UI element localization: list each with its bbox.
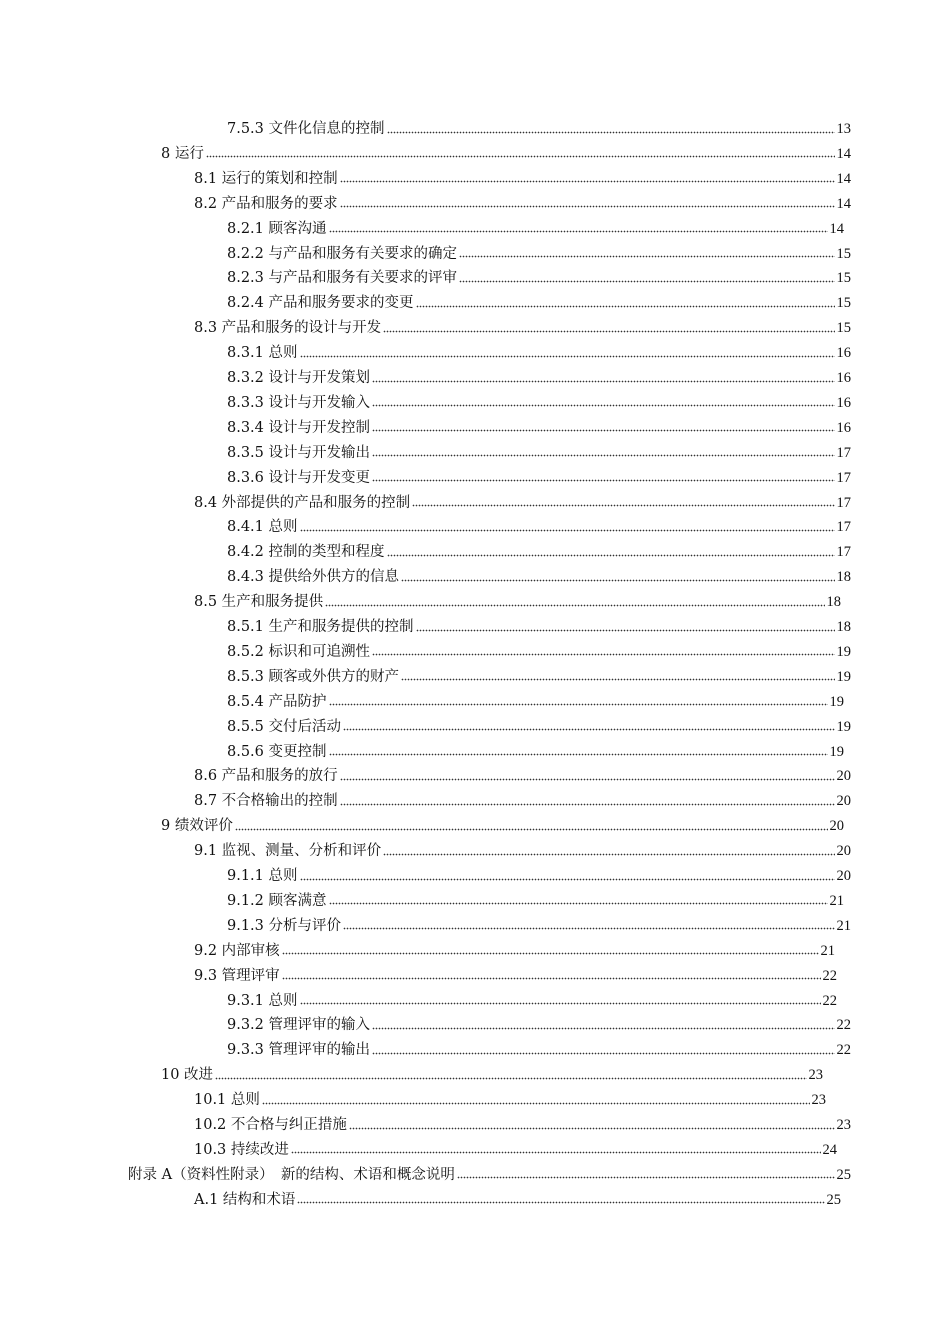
toc-entry-title: 10.1 总则 <box>194 1092 260 1109</box>
dot-leader <box>291 1150 821 1156</box>
toc-entry-page-number: 20 <box>836 868 851 884</box>
toc-entry-title: 9.3 管理评审 <box>194 967 280 984</box>
dot-leader <box>372 478 834 484</box>
toc-entry[interactable] <box>227 740 844 762</box>
toc-entry-page-number: 17 <box>836 469 851 486</box>
dot-leader <box>416 627 835 633</box>
toc-entry[interactable] <box>194 1113 851 1135</box>
toc-entry-page-number: 17 <box>836 494 851 511</box>
toc-entry[interactable] <box>194 964 837 986</box>
toc-entry-page-number: 16 <box>836 345 851 362</box>
toc-entry-page-number: 23 <box>808 1067 823 1084</box>
toc-entry-title: 8.5.3 顾客或外供方的财产 <box>227 668 400 685</box>
toc-entry-page-number: 15 <box>836 270 851 287</box>
toc-entry[interactable] <box>227 341 851 363</box>
dot-leader <box>282 951 819 957</box>
toc-entry-page-number: 17 <box>836 544 851 561</box>
dot-leader <box>459 254 834 260</box>
dot-leader <box>372 428 834 434</box>
toc-entry-title: 8.3.5 设计与开发输出 <box>227 444 371 461</box>
toc-entry[interactable] <box>227 217 844 239</box>
dot-leader <box>329 901 828 907</box>
toc-entry[interactable] <box>227 914 851 936</box>
toc-entry-title: 10 改进 <box>161 1067 214 1084</box>
toc-entry[interactable] <box>227 665 851 687</box>
toc-entry-page-number: 22 <box>822 992 837 1009</box>
toc-entry-title: 9.1 监视、测量、分析和评价 <box>194 843 382 860</box>
toc-entry[interactable] <box>227 441 851 463</box>
toc-entry-page-number: 16 <box>836 394 851 411</box>
toc-entry[interactable] <box>227 366 851 388</box>
toc-entry-page-number: 15 <box>836 245 851 262</box>
toc-entry-title: 8.5.1 生产和服务提供的控制 <box>227 619 414 635</box>
toc-entry-page-number: 23 <box>811 1092 826 1109</box>
toc-entry-title: 8.2.2 与产品和服务有关要求的确定 <box>227 245 458 262</box>
dot-leader <box>343 727 834 733</box>
toc-entry-page-number: 18 <box>836 569 851 586</box>
toc-entry-page-number: 20 <box>829 818 844 835</box>
toc-entry-title: 8.3.1 总则 <box>227 345 298 362</box>
toc-entry-page-number: 22 <box>822 967 837 984</box>
toc-entry[interactable] <box>194 839 851 861</box>
dot-leader <box>282 976 821 982</box>
dot-leader <box>340 179 835 185</box>
toc-entry[interactable] <box>227 540 851 562</box>
toc-entry-title: 9.3.3 管理评审的输出 <box>227 1042 371 1059</box>
toc-entry[interactable] <box>194 764 851 786</box>
toc-entry[interactable] <box>227 615 851 637</box>
toc-entry-page-number: 25 <box>826 1191 841 1208</box>
toc-entry[interactable] <box>227 1013 851 1035</box>
toc-entry[interactable] <box>194 316 851 338</box>
toc-entry[interactable] <box>227 864 851 886</box>
toc-entry[interactable] <box>194 1088 826 1110</box>
toc-entry[interactable] <box>227 466 851 488</box>
toc-entry[interactable] <box>194 1188 841 1210</box>
toc-entry-title: 8.5.4 产品防护 <box>227 693 327 710</box>
toc-entry-title: 9 绩效评价 <box>161 818 233 835</box>
dot-leader <box>372 1025 834 1031</box>
dot-leader <box>300 353 835 359</box>
toc-entry[interactable] <box>227 1038 851 1060</box>
toc-entry[interactable] <box>194 192 851 214</box>
toc-entry-page-number: 15 <box>836 295 851 312</box>
toc-entry-title: 8.6 产品和服务的放行 <box>194 768 338 785</box>
toc-entry-title: 8.5.2 标识和可追溯性 <box>227 643 371 660</box>
toc-entry[interactable] <box>194 789 851 811</box>
dot-leader <box>262 1100 810 1106</box>
toc-entry[interactable] <box>227 242 851 264</box>
toc-entry-title: 9.1.1 总则 <box>227 868 298 884</box>
toc-entry-page-number: 14 <box>829 220 844 237</box>
toc-entry-page-number: 25 <box>836 1166 851 1183</box>
dot-leader <box>340 204 835 210</box>
toc-entry-title: 8.2.3 与产品和服务有关要求的评审 <box>227 270 458 287</box>
dot-leader <box>349 1125 835 1131</box>
toc-entry-title: 8.3.4 设计与开发控制 <box>227 419 371 436</box>
dot-leader <box>372 652 834 658</box>
toc-entry-title: 10.2 不合格与纠正措施 <box>194 1117 347 1133</box>
toc-entry-page-number: 13 <box>836 121 851 137</box>
toc-entry-page-number: 16 <box>836 419 851 436</box>
toc-entry-page-number: 19 <box>836 718 851 735</box>
toc-entry[interactable] <box>194 590 841 612</box>
dot-leader <box>297 1200 824 1206</box>
toc-entry-page-number: 21 <box>820 942 835 959</box>
toc-entry-page-number: 20 <box>836 768 851 785</box>
toc-entry-page-number: 20 <box>836 793 851 810</box>
dot-leader <box>235 826 828 832</box>
dot-leader <box>401 577 834 583</box>
dot-leader <box>300 527 835 533</box>
toc-entry-page-number: 21 <box>836 917 851 934</box>
dot-leader <box>387 552 835 558</box>
toc-entry[interactable] <box>227 565 851 587</box>
toc-entry[interactable] <box>161 142 851 164</box>
toc-entry[interactable] <box>227 416 851 438</box>
toc-entry-page-number: 14 <box>836 170 851 187</box>
toc-entry-title: 8.3.2 设计与开发策划 <box>227 370 371 386</box>
toc-entry-page-number: 18 <box>836 619 851 635</box>
dot-leader <box>215 1075 806 1081</box>
toc-entry-title: 8.2 产品和服务的要求 <box>194 195 338 212</box>
toc-entry-title: 8.3.3 设计与开发输入 <box>227 394 371 411</box>
dot-leader <box>206 154 835 160</box>
toc-entry[interactable] <box>227 690 844 712</box>
toc-entry[interactable] <box>161 814 844 836</box>
toc-entry[interactable] <box>227 291 851 313</box>
toc-entry-title: 8.5.6 变更控制 <box>227 743 327 760</box>
dot-leader <box>457 1175 835 1181</box>
dot-leader <box>300 876 835 882</box>
dot-leader <box>401 677 834 683</box>
toc-entry-title: 9.1.3 分析与评价 <box>227 917 342 934</box>
toc-entry[interactable] <box>128 1163 851 1185</box>
toc-entry-title: 8.4.3 提供给外供方的信息 <box>227 569 400 586</box>
dot-leader <box>383 328 834 334</box>
toc-entry-title: 8.1 运行的策划和控制 <box>194 170 338 187</box>
toc-entry-page-number: 23 <box>836 1117 851 1133</box>
dot-leader <box>340 801 835 807</box>
dot-leader <box>372 1050 834 1056</box>
toc-entry-title: 8.5 生产和服务提供 <box>194 594 324 611</box>
toc-entry[interactable] <box>227 266 851 288</box>
toc-entry-title: 8 运行 <box>161 145 204 162</box>
toc-entry[interactable] <box>227 989 837 1011</box>
toc-entry-page-number: 19 <box>836 668 851 685</box>
dot-leader <box>372 403 834 409</box>
toc-entry-title: 9.3.2 管理评审的输入 <box>227 1017 371 1034</box>
toc-entry-title: 8.7 不合格输出的控制 <box>194 793 338 810</box>
toc-entry-title: 9.2 内部审核 <box>194 942 280 959</box>
dot-leader <box>383 851 834 857</box>
dot-leader <box>340 776 835 782</box>
toc-entry-title: 8.4.2 控制的类型和程度 <box>227 544 385 561</box>
toc-entry-title: 8.2.4 产品和服务要求的变更 <box>227 295 414 312</box>
toc-entry-page-number: 15 <box>836 320 851 337</box>
toc-entry[interactable] <box>194 167 851 189</box>
toc-entry-page-number: 19 <box>829 693 844 710</box>
toc-entry-page-number: 14 <box>836 195 851 212</box>
dot-leader <box>372 453 834 459</box>
toc-entry[interactable] <box>227 889 844 911</box>
toc-entry-page-number: 20 <box>836 843 851 860</box>
toc-entry-title: A.1 结构和术语 <box>194 1191 296 1208</box>
toc-entry-page-number: 16 <box>836 370 851 386</box>
toc-entry-title: 8.5.5 交付后活动 <box>227 718 342 735</box>
toc-entry[interactable] <box>194 939 835 961</box>
dot-leader <box>343 926 834 932</box>
toc-entry-page-number: 14 <box>836 145 851 162</box>
dot-leader <box>329 702 828 708</box>
toc-entry[interactable] <box>227 640 851 662</box>
dot-leader <box>329 752 828 758</box>
toc-entry-page-number: 24 <box>822 1141 837 1158</box>
toc-entry-title: 8.4.1 总则 <box>227 519 298 536</box>
toc-entry-page-number: 22 <box>836 1017 851 1034</box>
dot-leader <box>459 278 834 284</box>
toc-entry-title: 9.3.1 总则 <box>227 992 298 1009</box>
toc-entry-title: 8.2.1 顾客沟通 <box>227 220 327 237</box>
dot-leader <box>372 378 834 384</box>
dot-leader <box>416 303 835 309</box>
dot-leader <box>325 602 824 608</box>
dot-leader <box>387 129 835 135</box>
toc-entry-title: 7.5.3 文件化信息的控制 <box>227 121 385 137</box>
toc-entry-title: 10.3 持续改进 <box>194 1141 289 1158</box>
toc-entry[interactable] <box>227 117 851 139</box>
toc-entry-page-number: 17 <box>836 519 851 536</box>
toc-entry[interactable] <box>194 1138 837 1160</box>
dot-leader <box>329 229 828 235</box>
toc-entry-page-number: 21 <box>829 892 844 909</box>
dot-leader <box>412 503 834 509</box>
toc-entry-page-number: 17 <box>836 444 851 461</box>
toc-entry-page-number: 22 <box>836 1042 851 1059</box>
toc-entry-page-number: 18 <box>826 594 841 611</box>
toc-entry[interactable] <box>227 515 851 537</box>
toc-entry[interactable] <box>227 391 851 413</box>
toc-entry-page-number: 19 <box>829 743 844 760</box>
toc-entry-title: 8.3.6 设计与开发变更 <box>227 469 371 486</box>
toc-entry[interactable] <box>161 1063 823 1085</box>
toc-entry-title: 附录 A（资料性附录） 新的结构、术语和概念说明 <box>128 1166 455 1183</box>
toc-entry-title: 8.3 产品和服务的设计与开发 <box>194 320 382 337</box>
toc-entry-title: 9.1.2 顾客满意 <box>227 892 327 909</box>
toc-entry-page-number: 19 <box>836 643 851 660</box>
toc-entry-title: 8.4 外部提供的产品和服务的控制 <box>194 494 411 511</box>
toc-entry[interactable] <box>194 491 851 513</box>
dot-leader <box>300 1001 821 1007</box>
toc-entry[interactable] <box>227 715 851 737</box>
